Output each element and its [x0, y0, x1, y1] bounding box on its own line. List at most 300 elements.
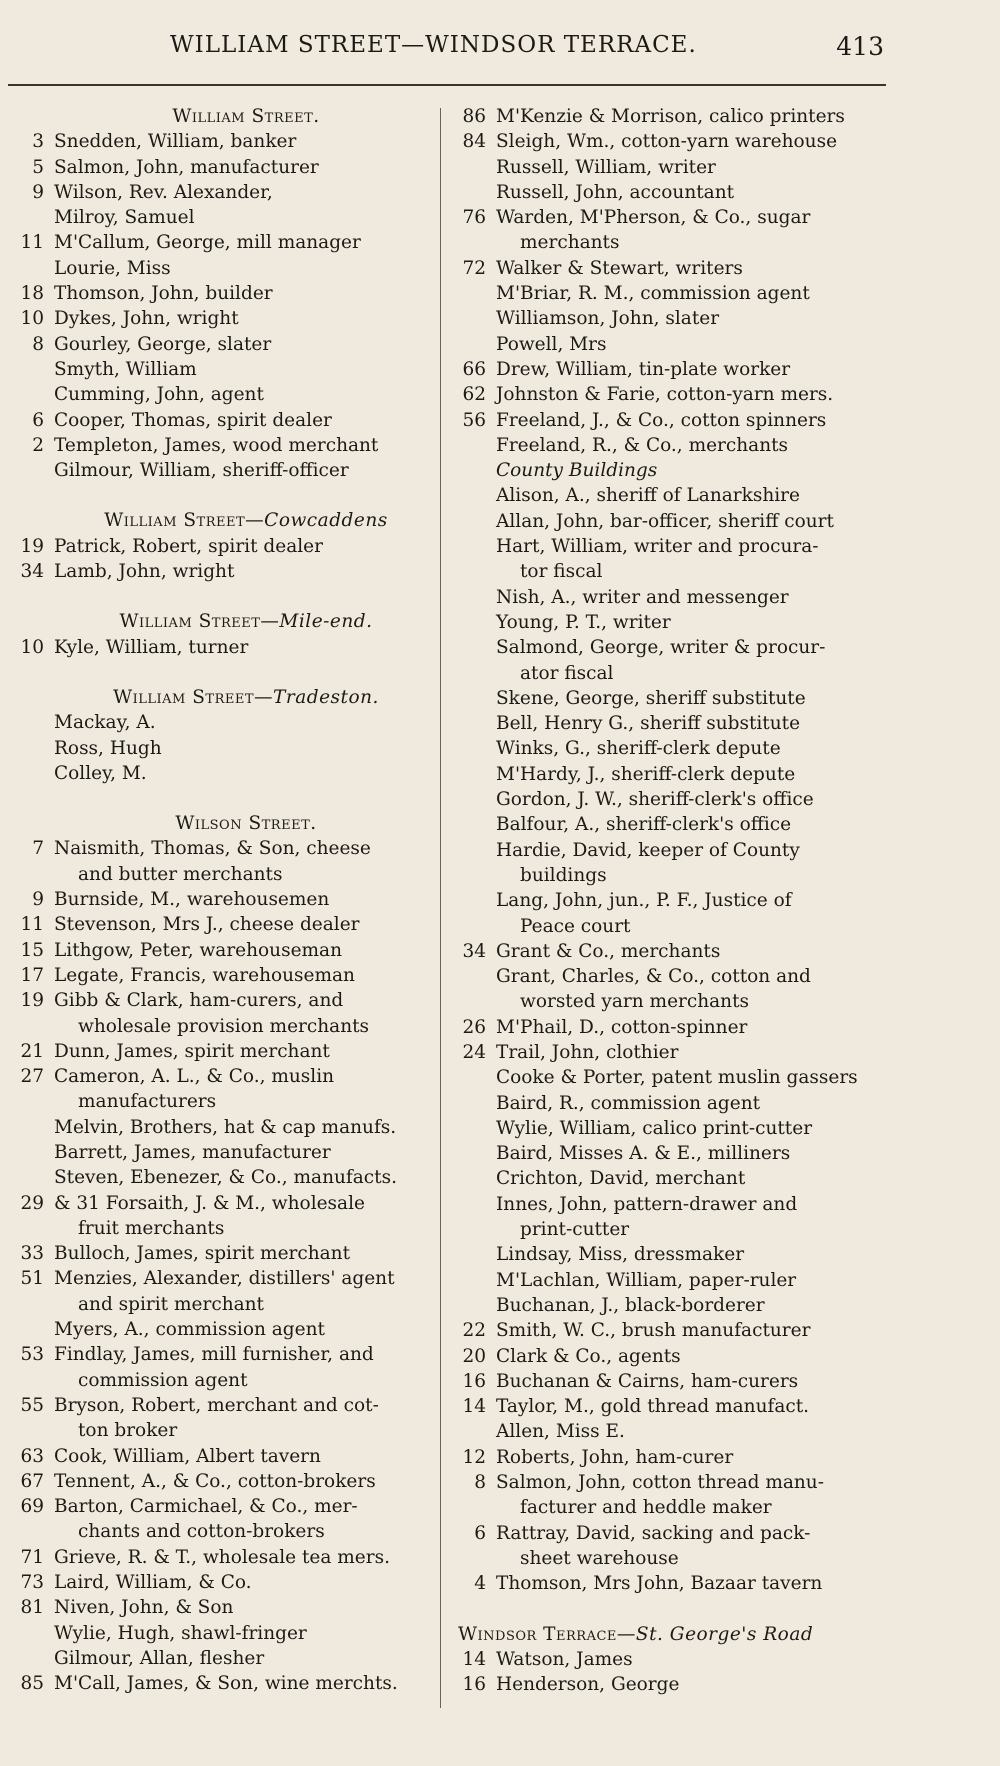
entry-continuation	[14, 1216, 438, 1241]
entry-text: and spirit merchant	[78, 1293, 264, 1315]
entry-text: Buchanan & Cairns, ham-curers	[496, 1370, 799, 1392]
house-number	[456, 711, 486, 736]
directory-entry	[456, 1268, 890, 1293]
entry-text: Stevenson, Mrs J., cheese dealer	[54, 914, 360, 936]
directory-entry	[14, 887, 438, 912]
house-number: 22	[462, 1320, 486, 1342]
house-number: 5	[32, 156, 44, 178]
house-number: 29	[20, 1192, 44, 1214]
entry-text: Tennent, A., & Co., cotton-brokers	[54, 1470, 376, 1492]
entry-text: Patrick, Robert, spirit dealer	[54, 535, 323, 557]
house-number	[456, 559, 486, 584]
entry-text: Myers, A., commission agent	[54, 1319, 325, 1341]
page-number: 413	[836, 32, 884, 61]
directory-entry	[456, 1116, 890, 1141]
house-number: 62	[462, 384, 486, 406]
directory-entry	[14, 1165, 438, 1190]
directory-entry	[14, 1621, 438, 1646]
entry-continuation	[456, 863, 890, 888]
directory-entry	[456, 1419, 890, 1444]
house-number	[14, 736, 44, 761]
entry-text: Barton, Carmichael, & Co., mer-	[54, 1496, 358, 1518]
directory-entry	[14, 1064, 438, 1089]
directory-entry	[14, 256, 438, 281]
district-name: Tradeston.	[273, 686, 379, 708]
directory-entry	[456, 1065, 890, 1090]
directory-entry	[456, 635, 890, 660]
house-number: 3	[32, 131, 44, 153]
entry-text: Lang, John, jun., P. F., Justice of	[496, 890, 792, 912]
entry-text: Gilmour, Allan, flesher	[54, 1647, 265, 1669]
entry-text: Peace court	[520, 915, 631, 937]
entry-continuation	[456, 1546, 890, 1571]
house-number: 85	[20, 1673, 44, 1695]
entry-text: Freeland, J., & Co., cotton spinners	[496, 409, 827, 431]
street-heading	[14, 685, 438, 710]
entry-text: chants and cotton-brokers	[78, 1521, 325, 1543]
directory-entry	[14, 1595, 438, 1620]
house-number	[14, 862, 44, 887]
house-number	[14, 761, 44, 786]
directory-entry	[14, 129, 438, 154]
district-name: Mile-end.	[279, 611, 373, 633]
directory-entry	[456, 939, 890, 964]
directory-entry	[456, 357, 890, 382]
directory-entry	[456, 155, 890, 180]
house-number	[456, 1546, 486, 1571]
column-divider	[440, 108, 441, 1708]
entry-text: Walker & Stewart, writers	[496, 257, 743, 279]
house-number	[14, 1317, 44, 1342]
entry-text: Lindsay, Miss, dressmaker	[496, 1244, 745, 1266]
entry-text: Cooke & Porter, patent muslin gassers	[496, 1067, 858, 1089]
section-gap	[456, 1597, 890, 1622]
house-number: 26	[462, 1016, 486, 1038]
house-number	[456, 686, 486, 711]
entry-text: Grant & Co., merchants	[496, 940, 721, 962]
directory-entry	[456, 1192, 890, 1217]
house-number	[456, 1065, 486, 1090]
entry-text: Trail, John, clothier	[496, 1041, 679, 1063]
entry-text: Sleigh, Wm., cotton-yarn warehouse	[496, 131, 838, 153]
entry-text: commission agent	[78, 1369, 248, 1391]
directory-entry	[14, 1494, 438, 1519]
entry-text: Kyle, William, turner	[54, 636, 249, 658]
directory-entry	[14, 205, 438, 230]
entry-continuation	[14, 1089, 438, 1114]
entry-text: ton broker	[78, 1420, 178, 1442]
entry-text: Watson, James	[496, 1648, 633, 1670]
directory-entry	[456, 787, 890, 812]
house-number: 11	[20, 232, 44, 254]
house-number	[456, 1192, 486, 1217]
house-number	[14, 1014, 44, 1039]
entry-text: Grieve, R. & T., wholesale tea mers.	[54, 1546, 390, 1568]
house-number: 71	[20, 1546, 44, 1568]
entry-text: Rattray, David, sacking and pack-	[496, 1522, 811, 1544]
house-number: 51	[20, 1268, 44, 1290]
house-number: 16	[462, 1370, 486, 1392]
section-gap	[14, 483, 438, 508]
entry-text: Bryson, Robert, merchant and cot-	[54, 1394, 379, 1416]
entry-text: Lithgow, Peter, warehouseman	[54, 939, 343, 961]
house-number	[14, 256, 44, 281]
house-number	[456, 762, 486, 787]
house-number: 27	[20, 1066, 44, 1088]
directory-entry	[456, 408, 890, 433]
entry-text: Lamb, John, wright	[54, 561, 235, 583]
street-heading	[14, 104, 438, 129]
running-title: WILLIAM STREET—WINDSOR TERRACE.	[170, 32, 697, 58]
entry-text: buildings	[520, 864, 607, 886]
entry-text: M'Callum, George, mill manager	[54, 232, 361, 254]
directory-entry	[14, 1241, 438, 1266]
house-number: 66	[462, 358, 486, 380]
directory-entry	[456, 509, 890, 534]
house-number: 55	[20, 1394, 44, 1416]
house-number	[456, 306, 486, 331]
house-number	[456, 610, 486, 635]
house-number: 33	[20, 1243, 44, 1265]
house-number	[14, 710, 44, 735]
directory-entry	[14, 635, 438, 660]
directory-entry	[456, 686, 890, 711]
house-number: 72	[462, 257, 486, 279]
entry-text: M'Hardy, J., sheriff-clerk depute	[496, 763, 796, 785]
entry-text: M'Lachlan, William, paper-ruler	[496, 1269, 797, 1291]
street-name: William Street—	[104, 510, 265, 532]
entry-text: tor fiscal	[520, 561, 603, 583]
entry-continuation	[456, 661, 890, 686]
directory-entry	[456, 610, 890, 635]
house-number	[14, 1368, 44, 1393]
directory-entry	[14, 357, 438, 382]
house-number: 81	[20, 1597, 44, 1619]
street-heading	[14, 811, 438, 836]
house-number	[14, 1418, 44, 1443]
directory-entry	[456, 1242, 890, 1267]
house-number	[14, 205, 44, 230]
entry-continuation	[14, 1292, 438, 1317]
house-number: 6	[474, 1522, 486, 1544]
directory-entry	[456, 1394, 890, 1419]
section-gap	[14, 660, 438, 685]
entry-text: Allen, Miss E.	[496, 1421, 625, 1443]
directory-entry	[456, 1571, 890, 1596]
directory-entry	[456, 1091, 890, 1116]
entry-text: Cooper, Thomas, spirit dealer	[54, 409, 332, 431]
directory-entry	[14, 1266, 438, 1291]
house-number: 10	[20, 308, 44, 330]
directory-entry	[456, 433, 890, 458]
house-number: 7	[32, 838, 44, 860]
directory-entry	[456, 382, 890, 407]
house-number	[456, 155, 486, 180]
entry-text: Winks, G., sheriff-clerk depute	[496, 738, 781, 760]
directory-entry	[14, 963, 438, 988]
entry-text: Gordon, J. W., sheriff-clerk's office	[496, 789, 814, 811]
entry-continuation	[456, 230, 890, 255]
house-number	[456, 1242, 486, 1267]
house-number	[456, 332, 486, 357]
house-number	[456, 1091, 486, 1116]
directory-entry	[456, 1166, 890, 1191]
house-number: 2	[32, 434, 44, 456]
directory-entry	[14, 1646, 438, 1671]
entry-text: M'Briar, R. M., commission agent	[496, 283, 810, 305]
entry-text: Russell, John, accountant	[496, 181, 735, 203]
directory-entry	[14, 1469, 438, 1494]
directory-entry	[456, 888, 890, 913]
house-number	[14, 458, 44, 483]
house-number	[14, 1646, 44, 1671]
directory-entry	[456, 332, 890, 357]
directory-entry	[456, 1293, 890, 1318]
directory-entry	[456, 281, 890, 306]
entry-text: and butter merchants	[78, 863, 283, 885]
street-name: William Street.	[172, 106, 320, 127]
directory-entry	[14, 332, 438, 357]
directory-entry	[456, 129, 890, 154]
entry-text: Hardie, David, keeper of County	[496, 839, 800, 861]
entry-text: Innes, John, pattern-drawer and	[496, 1193, 798, 1215]
house-number: 18	[20, 283, 44, 305]
entry-text: Laird, William, & Co.	[54, 1572, 252, 1594]
house-number	[456, 180, 486, 205]
house-number	[456, 281, 486, 306]
house-number: 53	[20, 1344, 44, 1366]
house-number	[456, 812, 486, 837]
directory-entry	[456, 1470, 890, 1495]
entry-text: Barrett, James, manufacturer	[54, 1141, 331, 1163]
house-number: 76	[462, 207, 486, 229]
house-number	[14, 1140, 44, 1165]
directory-entry	[14, 180, 438, 205]
directory-entry	[14, 761, 438, 786]
house-number	[456, 787, 486, 812]
entry-continuation	[456, 989, 890, 1014]
directory-entry	[14, 1393, 438, 1418]
entry-text: Grant, Charles, & Co., cotton and	[496, 966, 811, 988]
left-column	[14, 104, 438, 1697]
entry-text: sheet warehouse	[520, 1547, 679, 1569]
directory-entry	[14, 1115, 438, 1140]
entry-text: Naismith, Thomas, & Son, cheese	[54, 838, 371, 860]
house-number: 4	[474, 1573, 486, 1595]
directory-entry	[14, 1039, 438, 1064]
entry-text: Cook, William, Albert tavern	[54, 1445, 321, 1467]
entry-text: M'Phail, D., cotton-spinner	[496, 1016, 748, 1038]
entry-text: Dunn, James, spirit merchant	[54, 1040, 330, 1062]
house-number: 56	[462, 409, 486, 431]
entry-text: Henderson, George	[496, 1674, 680, 1696]
house-number: 19	[20, 990, 44, 1012]
directory-entry	[14, 1545, 438, 1570]
house-number: 10	[20, 636, 44, 658]
page-header	[0, 32, 1000, 72]
house-number	[456, 1116, 486, 1141]
house-number	[14, 1115, 44, 1140]
house-number	[14, 1165, 44, 1190]
street-heading	[14, 609, 438, 634]
entry-text: Ross, Hugh	[54, 737, 162, 759]
directory-entry	[456, 180, 890, 205]
house-number	[14, 357, 44, 382]
house-number: 67	[20, 1470, 44, 1492]
house-number	[14, 1621, 44, 1646]
entry-text: Young, P. T., writer	[496, 611, 671, 633]
house-number	[456, 736, 486, 761]
street-heading	[14, 508, 438, 533]
directory-entry	[14, 938, 438, 963]
entry-text: Cumming, John, agent	[54, 384, 264, 406]
house-number: 20	[462, 1345, 486, 1367]
directory-entry	[456, 1040, 890, 1065]
house-number: 15	[20, 939, 44, 961]
house-number: 9	[32, 181, 44, 203]
entry-text: Baird, R., commission agent	[496, 1092, 761, 1114]
entry-text: fruit merchants	[78, 1217, 225, 1239]
directory-entry	[14, 1444, 438, 1469]
directory-entry	[14, 710, 438, 735]
entry-text: Templeton, James, wood merchant	[54, 434, 379, 456]
entry-text: Niven, John, & Son	[54, 1597, 234, 1619]
directory-entry	[14, 1570, 438, 1595]
entry-text: Skene, George, sheriff substitute	[496, 687, 806, 709]
entry-text: Williamson, John, slater	[496, 308, 720, 330]
house-number	[456, 458, 486, 483]
house-number: 21	[20, 1040, 44, 1062]
house-number	[456, 661, 486, 686]
entry-text: Gourley, George, slater	[54, 333, 272, 355]
house-number	[14, 1089, 44, 1114]
entry-continuation	[14, 1014, 438, 1039]
entry-text: Allan, John, bar-officer, sheriff court	[496, 510, 834, 532]
directory-entry	[456, 256, 890, 281]
entry-text: Baird, Misses A. & E., milliners	[496, 1143, 791, 1165]
directory-entry	[456, 812, 890, 837]
house-number	[456, 1293, 486, 1318]
house-number: 8	[474, 1472, 486, 1494]
house-number	[456, 863, 486, 888]
entry-text: Smith, W. C., brush manufacturer	[496, 1320, 811, 1342]
entry-continuation	[14, 862, 438, 887]
entry-text: Roberts, John, ham-curer	[496, 1446, 734, 1468]
directory-entry	[456, 838, 890, 863]
entry-text: Nish, A., writer and messenger	[496, 586, 789, 608]
directory-entry	[456, 736, 890, 761]
entry-text: Wylie, William, calico print-cutter	[496, 1117, 813, 1139]
house-number: 14	[462, 1396, 486, 1418]
house-number: 34	[20, 561, 44, 583]
house-number: 73	[20, 1572, 44, 1594]
directory-entry	[456, 104, 890, 129]
house-number	[456, 1217, 486, 1242]
district-name: Cowcaddens	[264, 510, 388, 532]
entry-text: Smyth, William	[54, 358, 197, 380]
entry-text: Dykes, John, wright	[54, 308, 239, 330]
entry-continuation	[14, 1418, 438, 1443]
house-number: 12	[462, 1446, 486, 1468]
house-number	[456, 914, 486, 939]
directory-entry	[14, 1140, 438, 1165]
section-gap	[14, 786, 438, 811]
entry-text: M'Call, James, & Son, wine merchts.	[54, 1673, 398, 1695]
entry-text: Cameron, A. L., & Co., muslin	[54, 1066, 335, 1088]
entry-text: Legate, Francis, warehouseman	[54, 964, 355, 986]
directory-entry	[456, 1141, 890, 1166]
entry-text: Balfour, A., sheriff-clerk's office	[496, 814, 792, 836]
entry-text: Thomson, Mrs John, Bazaar tavern	[496, 1573, 823, 1595]
directory-entry	[14, 1671, 438, 1696]
house-number: 16	[462, 1674, 486, 1696]
house-number: 84	[462, 131, 486, 153]
entry-text: Russell, William, writer	[496, 156, 716, 178]
entry-text: Steven, Ebenezer, & Co., manufacts.	[54, 1167, 397, 1189]
entry-text: & 31 Forsaith, J. & M., wholesale	[54, 1192, 365, 1214]
directory-entry	[456, 1318, 890, 1343]
directory-entry	[456, 458, 890, 483]
entry-text: worsted yarn merchants	[520, 991, 750, 1013]
house-number	[14, 382, 44, 407]
house-number	[456, 838, 486, 863]
directory-entry	[456, 483, 890, 508]
entry-text: County Buildings	[496, 460, 658, 482]
entry-continuation	[456, 1217, 890, 1242]
directory-entry	[456, 306, 890, 331]
house-number	[456, 433, 486, 458]
right-column	[456, 104, 890, 1697]
entry-text: Thomson, John, builder	[54, 283, 273, 305]
entry-text: Findlay, James, mill furnisher, and	[54, 1344, 374, 1366]
house-number: 17	[20, 964, 44, 986]
entry-text: Gilmour, William, sheriff-officer	[54, 460, 349, 482]
entry-text: Mackay, A.	[54, 712, 156, 734]
house-number: 63	[20, 1445, 44, 1467]
house-number	[14, 1292, 44, 1317]
house-number	[456, 1166, 486, 1191]
entry-text: merchants	[520, 232, 620, 254]
directory-entry	[14, 408, 438, 433]
entry-text: Crichton, David, merchant	[496, 1168, 746, 1190]
house-number: 6	[32, 409, 44, 431]
directory-entry	[14, 230, 438, 255]
entry-text: Burnside, M., warehousemen	[54, 889, 330, 911]
directory-entry	[456, 1445, 890, 1470]
directory-entry	[14, 912, 438, 937]
street-name: William Street—	[113, 686, 274, 708]
house-number: 86	[462, 106, 486, 127]
house-number: 34	[462, 940, 486, 962]
entry-text: manufacturers	[78, 1091, 217, 1113]
entry-text: Clark & Co., agents	[496, 1345, 681, 1367]
entry-text: Snedden, William, banker	[54, 131, 297, 153]
entry-text: Wylie, Hugh, shawl-fringer	[54, 1622, 307, 1644]
entry-text: Bulloch, James, spirit merchant	[54, 1243, 351, 1265]
entry-text: Lourie, Miss	[54, 257, 171, 279]
street-heading	[456, 1622, 890, 1647]
entry-text: Milroy, Samuel	[54, 207, 195, 229]
entry-text: Salmond, George, writer & procur-	[496, 637, 826, 659]
directory-entry	[14, 155, 438, 180]
directory-entry	[456, 205, 890, 230]
house-number: 24	[462, 1041, 486, 1063]
directory-entry	[456, 1344, 890, 1369]
header-rule	[8, 84, 886, 86]
entry-text: Alison, A., sheriff of Lanarkshire	[496, 485, 800, 507]
entry-text: Salmon, John, cotton thread manu-	[496, 1472, 824, 1494]
street-name: William Street—	[119, 611, 280, 633]
